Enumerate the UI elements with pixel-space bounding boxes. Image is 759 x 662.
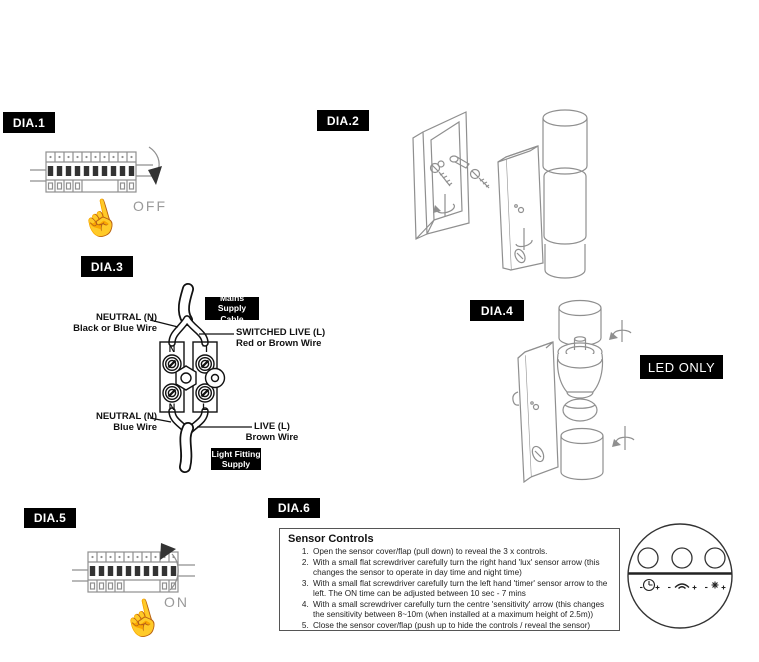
mains-supply-cable-tag bbox=[205, 292, 259, 324]
instruction-item: 3. With a small flat screwdriver carefully turn the left hand 'timer' sensor arrow to the left. The ON time can be adjusted between 10 sec - 7 mins bbox=[311, 579, 613, 600]
instruction-item: 4. With a small screwdriver carefully turn the centre 'sensitivity' arrow (this changes the sensitivity between 8~10m (when installed at a maximum height of 2.5m)) bbox=[311, 600, 613, 621]
dia1-fusebox-off-illustration bbox=[30, 140, 200, 240]
dia6-label-text: DIA.6 bbox=[277, 501, 311, 515]
manual-page: ☝ DIA.1 OFF DIA.2 DIA.3 N L N L Mains Supply Cable NEUTRAL (N) Black or Blue Wire SWITCHED LIVE (L) Red or Brown Wire NEUTRAL (N) Blue Wire LIVE (L) Brown Wire Light Fitting Supply DIA.4 LED ONLY DIA.5 ON DIA.6 Sensor Controls 1. Open the sensor cover/flap (pull down) to reveal the 3 x controls. 2. With a small flat screwdriver carefully turn the right hand 'lux' sensor arrow (this changes the sensor to operate in day time and night time) 3. With a small flat screwdriver carefully turn the left hand 'timer' sensor arrow to the left. The ON time can be adjusted between 10 sec - 7 mins 4. With a small screwdriver carefully turn the centre 'sensitivity' arrow (this changes the sensitivity between 8~10m (when installed at a maximum height of 2.5m)) 5. Close the sensor cover/flap (push up to hide the controls / reveal the sensor) bbox=[0, 0, 759, 662]
instruction-item: 5. Close the sensor cover/flap (push up to hide the controls / reveal the sensor) bbox=[311, 621, 613, 632]
terminal-block bbox=[160, 342, 225, 412]
fixing-nut bbox=[176, 366, 225, 390]
terminal-letter-n-top: N bbox=[168, 343, 176, 354]
backplate bbox=[513, 342, 558, 482]
sensor-controls-panel bbox=[279, 528, 620, 631]
led-only-tag: LED ONLY bbox=[640, 355, 723, 379]
instruction-item: 2. With a small flat screwdriver carefully turn the right hand 'lux' sensor arrow (this changes the sensor to operate in day time and night time) bbox=[311, 558, 613, 579]
neutral-top-label: NEUTRAL (N) Black or Blue Wire bbox=[73, 312, 157, 334]
lamp-cylinders bbox=[543, 110, 587, 278]
dia3-label-text: DIA.3 bbox=[90, 259, 124, 274]
diffuser-bulb bbox=[563, 399, 597, 421]
terminal-letter-l-bottom: L bbox=[202, 402, 208, 412]
on-state-text: ON bbox=[164, 594, 189, 610]
terminal-letter-l-top: L bbox=[202, 343, 208, 354]
bottom-shade bbox=[561, 429, 603, 480]
dia4-label-text: DIA.4 bbox=[480, 303, 514, 318]
terminal-letter-n-bottom: N bbox=[168, 402, 176, 412]
rotate-arrow-bottom-icon bbox=[612, 426, 634, 450]
rotate-arrow-top-icon bbox=[609, 320, 631, 342]
dia5-label-text: DIA.5 bbox=[33, 511, 67, 525]
sensor-controls-title: Sensor Controls bbox=[288, 533, 374, 545]
light-fitting-cable bbox=[172, 411, 205, 467]
control-dials bbox=[638, 548, 725, 568]
wall-plate bbox=[498, 146, 543, 270]
switched-live-label: SWITCHED LIVE (L) Red or Brown Wire bbox=[236, 327, 326, 349]
sensor-dial-face-illustration bbox=[623, 510, 759, 642]
light-fitting-supply-tag: Light Fitting Supply bbox=[211, 448, 261, 469]
dia2-label-text: DIA.2 bbox=[326, 113, 360, 128]
mains-supply-line1: Mains Supply bbox=[217, 292, 247, 314]
instruction-item: 1. Open the sensor cover/flap (pull down) to reveal the 3 x controls. bbox=[311, 547, 613, 558]
dia2-bracket-mounting-illustration bbox=[383, 98, 603, 293]
dia1-label bbox=[3, 112, 55, 133]
neutral-bottom-label: NEUTRAL (N) Blue Wire bbox=[95, 411, 157, 433]
mains-supply-line2: Cable bbox=[220, 313, 244, 324]
arrow-down-icon bbox=[148, 147, 162, 185]
dia1-label-text: DIA.1 bbox=[12, 115, 46, 130]
mains-cable bbox=[172, 289, 205, 343]
dia2-label bbox=[317, 110, 369, 131]
off-state-text: OFF bbox=[133, 198, 167, 214]
dia6-label bbox=[268, 498, 320, 518]
dia5-label bbox=[24, 508, 76, 528]
sensor-controls-instructions bbox=[286, 547, 613, 631]
dia3-label bbox=[81, 256, 133, 277]
live-label: LIVE (L) Brown Wire bbox=[245, 421, 299, 443]
dia4-exploded-fixture-illustration bbox=[505, 292, 655, 487]
dia5-fusebox-on-illustration bbox=[60, 540, 230, 640]
lamp-body-socket bbox=[557, 337, 602, 398]
